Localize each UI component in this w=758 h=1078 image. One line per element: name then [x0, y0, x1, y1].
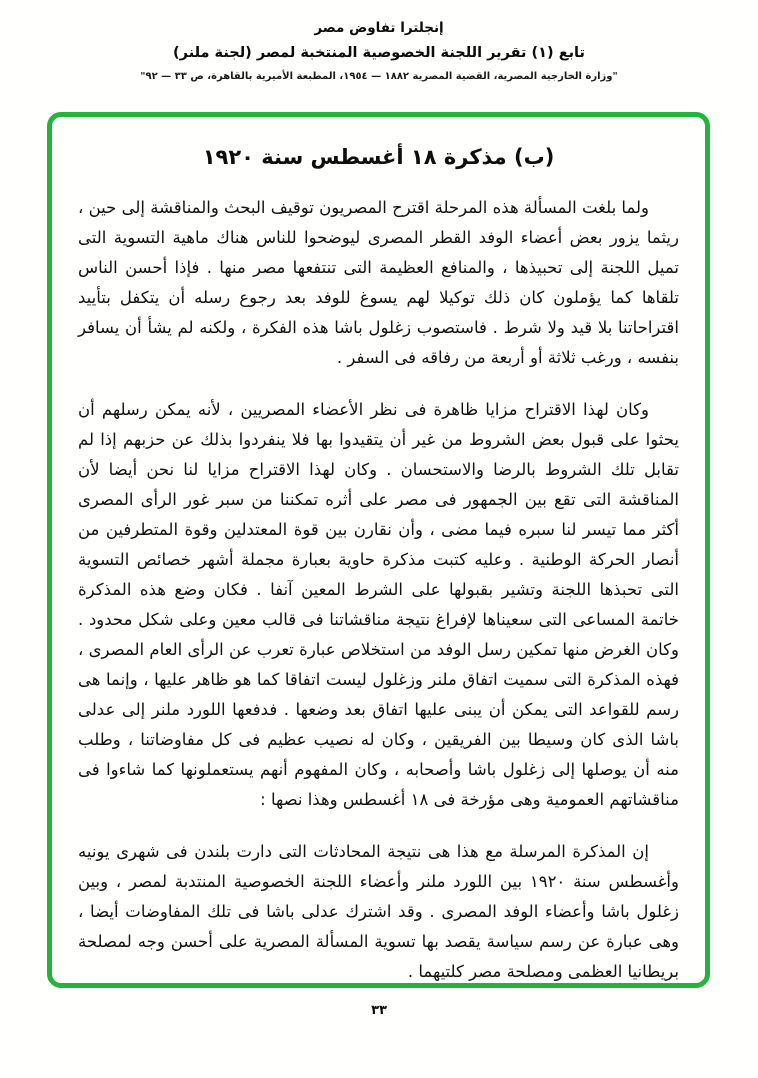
- book-title: إنجلترا تفاوض مصر: [314, 20, 444, 36]
- document-frame: [47, 112, 710, 988]
- memo-body: [78, 193, 679, 987]
- page-number: ٣٣: [371, 1003, 387, 1018]
- paragraph: إن المذكرة المرسلة مع هذا هى نتيجة المحادثات التى دارت بلندن فى شهرى يونيه وأغسطس سنة ١٩٢٠ بين اللورد ملنر وأعضاء اللجنة الخصوصية المنتدبة لمصر ، وبين زغلول باشا وأعضاء الوفد المصرى . وقد اشترك عدلى باشا فى تلك المفاوضات أيضا ، وهى عبارة عن رسم سياسة يقصد بها تسوية المسألة المصرية على أحسن وجه لمصلحة بريطانيا العظمى ومصلحة مصر كلتيهما .: [78, 842, 679, 981]
- memo-title: (ب) مذكرة ١٨ أغسطس سنة ١٩٢٠: [202, 145, 555, 169]
- page-header: [0, 20, 758, 82]
- source-citation: "وزارة الخارجية المصرية، القضية المصرية ١٨٨٢ — ١٩٥٤، المطبعة الأميرية بالقاهرة، ص ٣٣ — ٩٢": [140, 71, 618, 82]
- paragraph: وكان لهذا الاقتراح مزايا ظاهرة فى نظر الأعضاء المصريين ، لأنه يمكن رسلهم أن يحثوا على قبول بعض الشروط من غير أن يتقيدوا بها فلا ينفردوا بذلك عن حزبهم إذا لم تقابل تلك الشروط بالرضا والاستحسان . وكان لهذا الاقتراح مزايا لنا نحن أيضا لأن المناقشة التى تقع بين الجمهور فى مصر على أثره تمكننا من سبر غور الرأى المصرى أكثر مما تيسر لنا سبره فيما مضى ، وأن نقارن بين قوة المعتدلين وقوة المتطرفين من أنصار الحركة الوطنية . وعليه كتبت مذكرة حاوية بعبارة مجملة أشهر خصائص التسوية التى تحبذها اللجنة وتشير بقبولها على الشرط المعين آنفا . فكان وضع هذه المذكرة خاتمة المساعى التى سعيناها لإفراغ نتيجة مناقشاتنا فى قالب معين وعلى شكل محدود . وكان الغرض منها تمكين رسل الوفد من استخلاص عبارة تعرب عن الرأى العام المصرى ، فهذه المذكرة التى سميت اتفاق ملنر وزغلول ليست اتفاقا كما هو ظاهر عليها ، وإنما هى رسم للقواعد التى يمكن أن يبنى عليها اتفاق بعد وضعها . فدفعها اللورد ملنر إلى عدلى باشا الذى كان وسيطا بين الفريقين ، وكان له نصيب عظيم فى كل مفاوضاتنا ، وطلب منه أن يوصلها إلى زغلول باشا وأصحابه ، وكان المفهوم أنهم يستعملونها كما شاءوا فى مناقشاتهم العمومية وهى مؤرخة فى ١٨ أغسطس وهذا نصها :: [78, 400, 679, 809]
- paragraph: ولما بلغت المسألة هذه المرحلة اقترح المصريون توقيف البحث والمناقشة إلى حين ، ريثما يزور بعض أعضاء الوفد القطر المصرى ليوضحوا للناس هناك ماهية التسوية التى تميل اللجنة إلى تحبيذها ، والمنافع العظيمة التى تنتفعها مصر منها . فإذا أحسن الناس تلقاها كما يؤملون كان ذلك توكيلا لهم يسوغ للوفد بعد رجوع رسله أن يتكفل بتأييد اقتراحاتنا بلا قيد ولا شرط . فاستصوب زغلول باشا هذه الفكرة ، ولكنه لم يشأ أن يسافر بنفسه ، ورغب ثلاثة أو أربعة من رفاقه فى السفر .: [78, 198, 679, 367]
- report-title: تابع (١) تقرير اللجنة الخصوصية المنتخبة لمصر (لجنة ملنر): [173, 45, 585, 61]
